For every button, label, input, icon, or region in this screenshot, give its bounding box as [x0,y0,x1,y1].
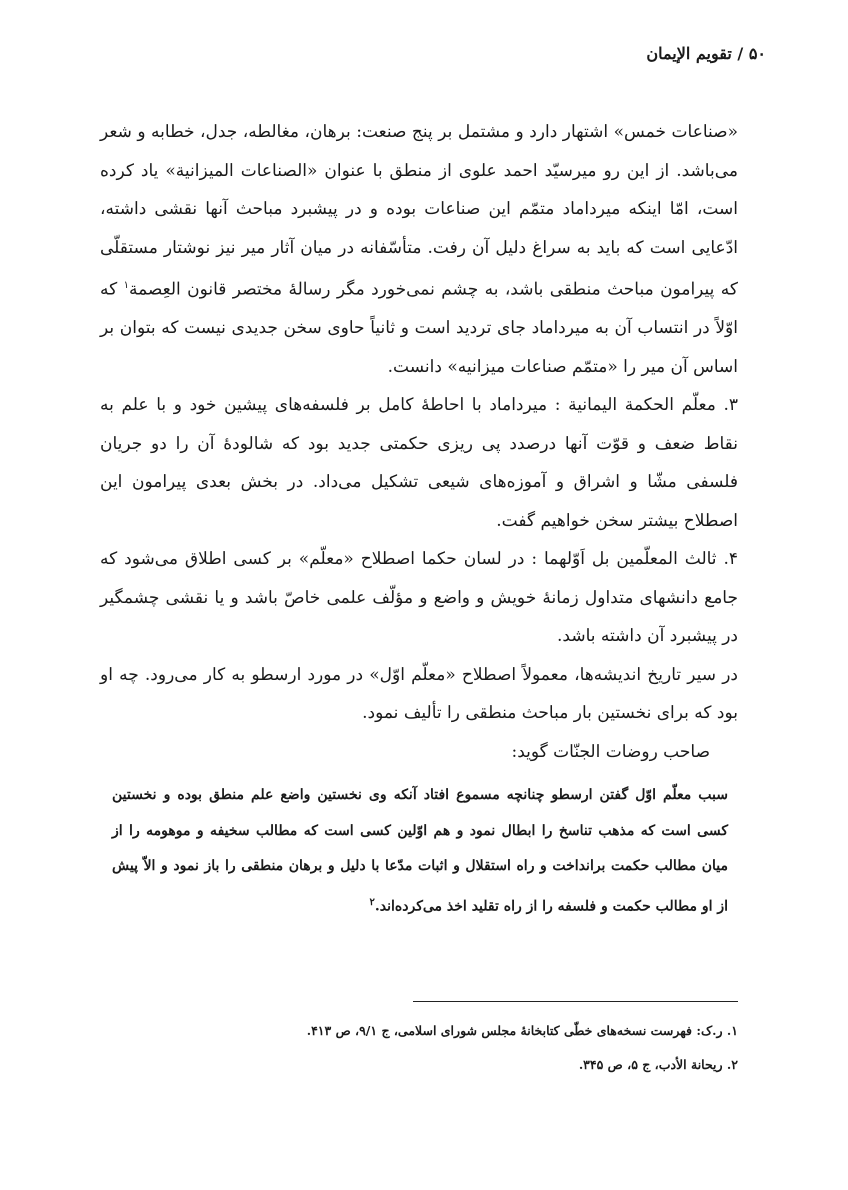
page-number: ۵۰ [748,44,766,63]
header-separator: / [737,44,744,63]
paragraph: ۳. معلّم الحکمة الیمانیة : میرداماد با احاطهٔ کامل بر فلسفه‌های پیشین خود و با علم به نقاط ضعف و قوّت آنها درصدد پی ریزی حکمتی جدید بود که شالودهٔ آن را دو جریان فلسفی مشّا و اشراق و آموزه‌های شیعی تشکیل می‌داد. در بخش بعدی پیرامون این اصطلاح بیشتر سخن خواهیم گفت. [100,395,738,531]
running-title: تقویم الإیمان [646,44,732,63]
running-header [100,44,766,63]
footnote-ref: ۲ [369,896,375,908]
paragraph: در سیر تاریخ اندیشه‌ها، معمولاً اصطلاح «معلّم اوّل» در مورد ارسطو به کار می‌رود. چه او بود که برای نخستین بار مباحث منطقی را تألیف نمود. [100,664,738,724]
paragraph: صاحب روضات الجنّات گوید: [511,741,710,762]
quote-text: سبب معلّم اوّل گفتن ارسطو چنانچه مسموع افتاد آنکه وی نخستین واضع علم منطق بوده و نخستین کسی است که مذهب تناسخ را ابطال نمود و هم اوّلین کسی است که مطالب سخیفه و موهومه را از میان مطالب حکمت برانداخت و راه استقلال و اثبات مدّعا با دلیل و برهان منطقی را باز نمود و الاّ پیش از او مطالب حکمت و فلسفه را از راه تقلید اخذ می‌کرده‌اند. [112,787,728,915]
quote-paragraph [112,778,728,925]
paragraph [100,113,738,386]
footnote: ۱. ر.ک: فهرست نسخه‌های خطّی کتابخانهٔ مجلس شورای اسلامی، ج ۹/۱، ص ۴۱۳. [306,1023,738,1038]
footnote: ۲. ریحانة الأدب، ج ۵، ص ۳۴۵. [578,1057,738,1072]
main-text [100,113,738,771]
paragraph: ۴. ثالث المعلّمین بل اَوّلهما : در لسان حکما اصطلاح «معلّم» بر کسی اطلاق می‌شود که جامع دانشهای متداول زمانهٔ خویش و واضع و مؤلّف علمی خاصّ باشد و یا نقشی چشمگیر در پیشبرد آن داشته باشد. [100,549,738,647]
footnotes [120,1014,738,1082]
paragraph-text: «صناعات خمس» اشتهار دارد و مشتمل بر پنج صنعت: برهان، مغالطه، جدل، خطابه و شعر می‌باشد. از این رو میرسیّد احمد علوی از منطق با عنوان «الصناعات المیزانیة» یاد کرده است، امّا اینکه میرداماد متمّم این صناعات بوده و در پیشبرد مباحث آنها نقشی داشته، ادّعایی است که باید به سراغ دلیل آن رفت. متأسّفانه در میان آثار میر نیز نوشتار مستقلّی که پیرامون مباحث منطقی باشد، به چشم نمی‌خورد مگر رسالهٔ مختصر قانون العِصمة [100,122,738,300]
block-quote [112,778,728,925]
footnote-ref: ۱ [123,280,129,291]
paragraph-text: که اوّلاً در انتساب آن به میرداماد جای تردید است و ثانیاً حاوی سخن جدیدی نیست که بتوان بر اساس آن میر را «متمّم صناعات میزانیه» دانست. [100,279,738,377]
footnote-divider [413,1001,738,1002]
